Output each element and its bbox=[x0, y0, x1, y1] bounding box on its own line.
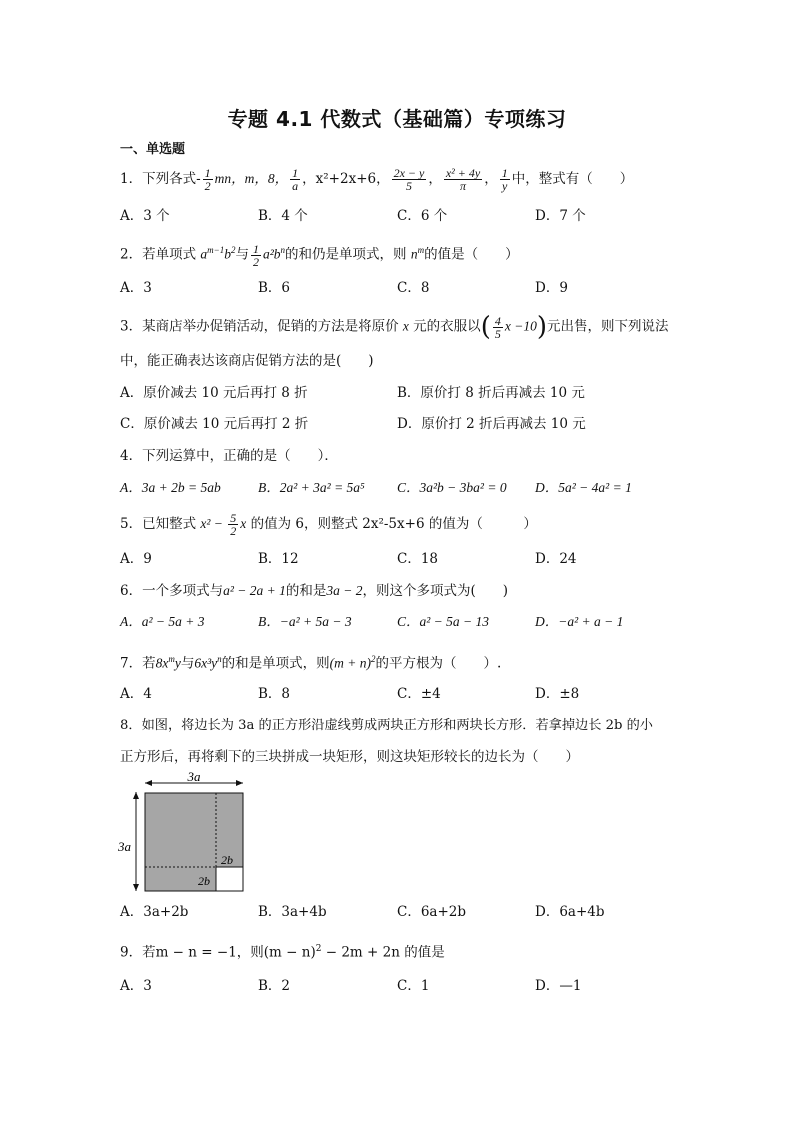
option-d[interactable]: D．±8 bbox=[535, 686, 580, 702]
math: 2 bbox=[315, 944, 322, 954]
math: − 2m + 2n bbox=[321, 944, 400, 961]
math: y bbox=[174, 655, 181, 671]
text: 3．某商店举办促销活动，促销的方法是将原价 bbox=[120, 318, 403, 335]
option-a[interactable]: A．3a + 2b = 5ab bbox=[120, 480, 221, 495]
option-d[interactable]: D．9 bbox=[535, 280, 568, 296]
math: m bbox=[417, 245, 425, 255]
inner-label-2: 2b bbox=[198, 874, 210, 888]
text: 7．若 bbox=[120, 655, 156, 672]
section-heading: 一、单选题 bbox=[120, 142, 186, 157]
option-c[interactable]: C．6 个 bbox=[397, 208, 448, 224]
math: n bbox=[410, 246, 418, 262]
question-7 bbox=[120, 649, 501, 674]
arrow-head bbox=[236, 780, 243, 786]
question-4: 4．下列运算中，正确的是（ ）． bbox=[120, 448, 338, 464]
option-c[interactable]: C．3a²b − 3ba² = 0 bbox=[397, 480, 507, 495]
math: x² − bbox=[200, 516, 227, 531]
option-b[interactable]: B．−a² + 5a − 3 bbox=[258, 614, 352, 629]
math: m − n = −1 bbox=[155, 944, 237, 961]
math: (m − n) bbox=[263, 944, 316, 961]
text: 与 bbox=[235, 246, 249, 263]
option-b[interactable]: B．2a² + 3a² = 5a⁵ bbox=[258, 480, 365, 495]
text: 的和是单项式，则 bbox=[221, 655, 330, 672]
text: 中，整式有（ ） bbox=[511, 171, 634, 187]
option-a[interactable]: A．3 bbox=[120, 280, 152, 296]
math: x −10 bbox=[504, 318, 537, 334]
text: 的值为 6，则整式 2x²-5x+6 的值为（ ） bbox=[246, 516, 537, 532]
math: x bbox=[240, 516, 247, 531]
text: 6．一个多项式与 bbox=[120, 583, 224, 599]
math: 8x bbox=[155, 655, 169, 671]
text: mn，m，8， bbox=[214, 171, 289, 186]
option-b[interactable]: B．3a+4b bbox=[258, 904, 327, 920]
text: 的平方根为（ ）. bbox=[375, 655, 502, 672]
text: 元出售，则下列说法 bbox=[546, 318, 669, 335]
option-d[interactable]: D．5a² − 4a² = 1 bbox=[535, 480, 632, 495]
math: 2 bbox=[230, 245, 236, 255]
math: n bbox=[280, 245, 286, 255]
text: 的值是（ ） bbox=[424, 246, 519, 263]
arrow-head bbox=[133, 884, 139, 891]
option-b[interactable]: B．原价打 8 折后再减去 10 元 bbox=[397, 385, 585, 401]
text: 的和是 bbox=[285, 583, 327, 599]
question-8-line-1: 8．如图，将边长为 3a 的正方形沿虚线剪成两块正方形和两块长方形．若拿掉边长 2b 的小 bbox=[120, 718, 653, 733]
text: ，则这个多项式为( ) bbox=[362, 583, 509, 599]
math: a bbox=[200, 246, 208, 262]
option-a[interactable]: A．3 个 bbox=[120, 208, 170, 224]
option-a[interactable]: A．9 bbox=[120, 551, 152, 567]
option-a[interactable]: A．a² − 5a + 3 bbox=[120, 614, 205, 629]
math: b bbox=[224, 246, 231, 262]
text: ， bbox=[428, 171, 442, 187]
text: ，则 bbox=[236, 944, 264, 961]
option-c[interactable]: C．1 bbox=[397, 978, 430, 994]
fraction: $\frac{1}{2}$ bbox=[252, 241, 259, 269]
question-3-line-1 bbox=[120, 314, 668, 340]
math: m−1 bbox=[207, 245, 225, 255]
arrow-head bbox=[145, 780, 152, 786]
text: 的值是 bbox=[399, 944, 445, 961]
option-d[interactable]: D．—1 bbox=[535, 978, 582, 994]
fraction: $\frac{1}{y}$ bbox=[501, 166, 508, 193]
left-paren: ( bbox=[480, 312, 491, 342]
text: ，x²+2x+6， bbox=[302, 171, 390, 187]
option-b[interactable]: B．2 bbox=[258, 978, 291, 994]
text: ， bbox=[484, 171, 498, 187]
square-figure bbox=[115, 766, 255, 894]
math: (m + n) bbox=[329, 655, 371, 671]
question-number: 1． bbox=[120, 171, 143, 187]
option-b[interactable]: B．8 bbox=[258, 686, 291, 702]
math: a²b bbox=[262, 246, 281, 262]
option-b[interactable]: B．6 bbox=[258, 280, 291, 296]
question-1 bbox=[120, 167, 633, 192]
math: 6x³y bbox=[194, 655, 218, 671]
option-c[interactable]: C．18 bbox=[397, 551, 439, 567]
question-8-line-2: 正方形后，再将剩下的三块拼成一块矩形，则这块矩形较长的边长为（ ） bbox=[120, 749, 579, 765]
option-b[interactable]: B．4 个 bbox=[258, 208, 308, 224]
option-d[interactable]: D．原价打 2 折后再减去 10 元 bbox=[397, 416, 586, 432]
math: a² − 2a + 1 bbox=[223, 583, 286, 598]
question-9 bbox=[120, 939, 445, 963]
fraction: $\frac{1}{2}$ bbox=[204, 166, 211, 193]
option-a[interactable]: A．3 bbox=[120, 978, 152, 994]
fraction: $\frac{2x - y}{5}$ bbox=[393, 166, 425, 193]
option-d[interactable]: D．6a+4b bbox=[535, 904, 605, 920]
math: x bbox=[402, 318, 409, 334]
option-a[interactable]: A．4 bbox=[120, 686, 152, 702]
question-number: 2． bbox=[120, 246, 143, 263]
option-c[interactable]: C．8 bbox=[397, 280, 430, 296]
text: 元的衣服以 bbox=[408, 318, 481, 335]
option-a[interactable]: A．原价减去 10 元后再打 8 折 bbox=[120, 385, 308, 401]
text: 的和仍是单项式，则 bbox=[285, 246, 411, 263]
math: 2 bbox=[370, 654, 376, 664]
question-6 bbox=[120, 581, 508, 601]
fraction: $\frac{4}{5}$ bbox=[494, 313, 501, 341]
option-c[interactable]: C．±4 bbox=[397, 686, 441, 702]
inner-label-1: 2b bbox=[221, 853, 233, 867]
option-c[interactable]: C．a² − 5a − 13 bbox=[397, 614, 490, 629]
left-label: 3a bbox=[118, 839, 131, 854]
option-a[interactable]: A．3a+2b bbox=[120, 904, 189, 920]
math: 3a − 2 bbox=[326, 583, 363, 598]
math: n bbox=[217, 654, 222, 664]
text: 下列各式- bbox=[142, 171, 201, 187]
math: m bbox=[168, 654, 175, 664]
question-5 bbox=[120, 512, 537, 537]
right-paren: ) bbox=[536, 312, 547, 342]
page-title: 专题 4.1 代数式（基础篇）专项练习 bbox=[227, 107, 567, 131]
fraction: $\frac{\text{x² + 4y}}{\pi}$ bbox=[445, 166, 481, 193]
fraction: $\frac{5}{2}$ bbox=[230, 511, 237, 538]
option-d[interactable]: D．24 bbox=[535, 551, 577, 567]
removed-small-square bbox=[216, 867, 243, 891]
question-3-line-2: 中，能正确表达该商店促销方法的是( ) bbox=[120, 353, 374, 369]
text: 与 bbox=[180, 655, 195, 672]
question-2 bbox=[120, 240, 519, 268]
top-label: 3a bbox=[187, 769, 201, 784]
text: 5．已知整式 bbox=[120, 516, 201, 532]
text: 9．若 bbox=[120, 944, 156, 961]
option-c[interactable]: C．原价减去 10 元后再打 2 折 bbox=[120, 416, 309, 432]
option-b[interactable]: B．12 bbox=[258, 551, 299, 567]
fraction: $\frac{1}{a}$ bbox=[292, 166, 299, 193]
arrow-head bbox=[133, 792, 139, 799]
option-c[interactable]: C．6a+2b bbox=[397, 904, 467, 920]
text: 若单项式 bbox=[142, 246, 201, 263]
option-d[interactable]: D．−a² + a − 1 bbox=[535, 614, 624, 629]
option-d[interactable]: D．7 个 bbox=[535, 208, 586, 224]
